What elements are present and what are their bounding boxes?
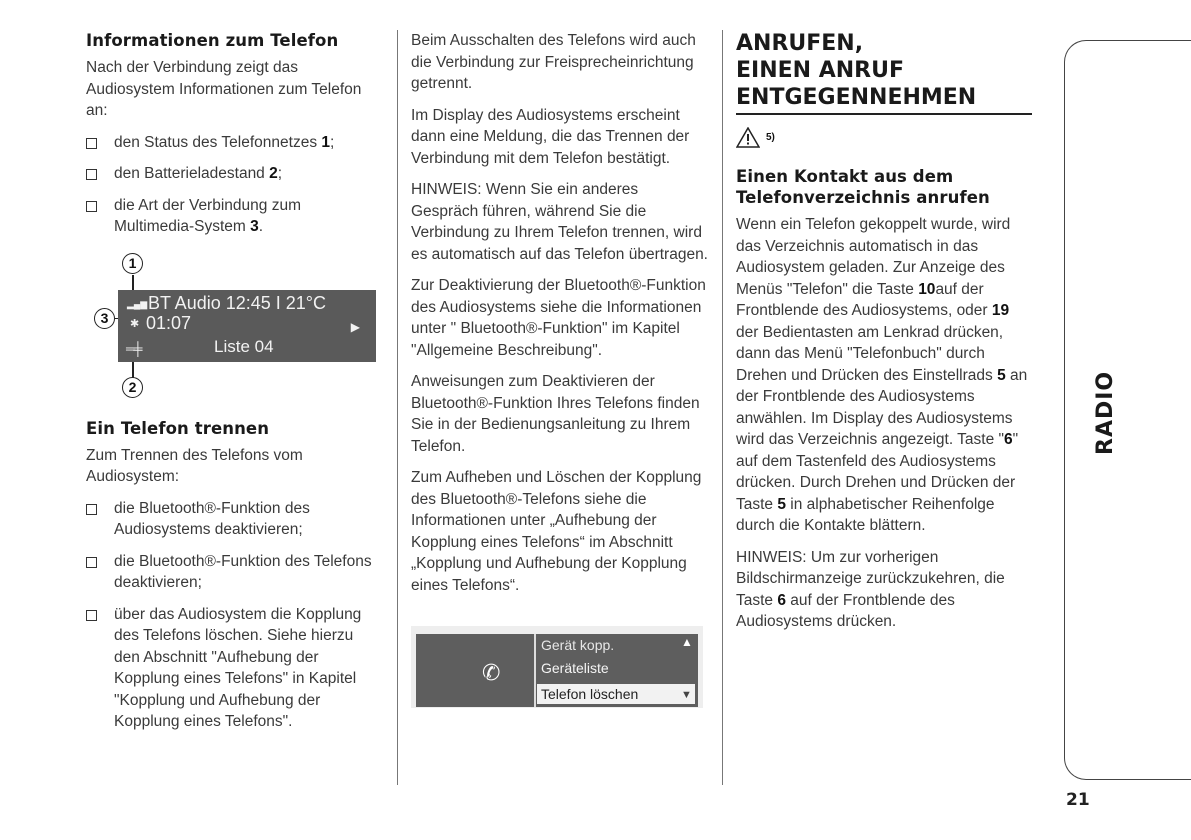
equalizer-icon: ═╪: [126, 340, 141, 356]
paragraph-6: Zum Aufheben und Löschen der Kopplung des Bluetooth®-Telefons siehe die Informationen unter „Aufhebung der Kopplung eines Telefons“ im Abschnitt „Kopplung und Aufhebung der Kopplung eines Telefons“.: [411, 469, 702, 594]
checkbox-bullet-icon: [86, 610, 97, 621]
menu-item-telefon-loeschen: Telefon löschen: [537, 684, 695, 704]
paragraph-hinweis: HINWEIS: Um zur vorherigen Bildschirmanzeige zurückzukehren, die Taste 6 auf der Frontblende des Audiosystems drücken.: [736, 548, 1005, 630]
paragraph-trennen: Zum Trennen des Telefons vom Audiosystem:: [86, 446, 303, 485]
callout-1: 1: [122, 253, 143, 274]
paragraph-kontakt: Wenn ein Telefon gekoppelt wurde, wird das Verzeichnis automatisch in das Audiosystem geladen. Zur Anzeige des Menüs "Telefon" die Taste 10auf der Frontblende des Audiosystems, oder 19 der Bedientasten am Lenkrad drücken, dann das Menü "Telefonbuch" durch Drehen und Drücken des Einstellrads 5 an der Frontblende des Audiosystems anwählen. Im Display des Audiosystems wird das Verzeichnis angezeigt. Taste "6" auf dem Tastenfeld des Audiosystems drücken. Durch Drehen und Drücken der Taste 5 in alphabetischer Reihenfolge durch die Kontakte blättern.: [736, 216, 1028, 534]
column-divider-2: [722, 30, 723, 785]
paragraph-2: Im Display des Audiosystems erscheint dann eine Meldung, die das Trennen der Verbindung mit dem Telefon bestätigt.: [411, 106, 690, 167]
display-figure-telefon-info: [86, 250, 376, 400]
warning-reference: [736, 127, 1031, 148]
column-2: [411, 30, 709, 708]
heading-trennen: Ein Telefon trennen: [86, 418, 270, 438]
section-title: ANRUFEN, EINEN ANRUF ENTGEGENNEHMEN: [736, 30, 1032, 115]
trennen-list: [86, 498, 376, 733]
bluetooth-icon: ✱: [130, 317, 140, 330]
checkbox-bullet-icon: [86, 169, 97, 180]
signal-icon: ▂▄▆: [127, 298, 148, 309]
lcd-line-2: 01:07: [146, 312, 192, 333]
display-figure-telefon-menu: [411, 626, 703, 708]
scroll-down-icon: ▼: [681, 689, 692, 701]
checkbox-bullet-icon: [86, 201, 97, 212]
menu-screen: [416, 634, 698, 707]
column-divider-1: [397, 30, 398, 785]
play-icon: ▶: [350, 319, 360, 334]
menu-item-geraet-kopp: Gerät kopp.: [541, 637, 615, 653]
list-item: die Bluetooth®-Funktion des Telefons deaktivieren;: [86, 551, 376, 594]
chapter-tab: [1064, 40, 1191, 780]
lcd-line-1: BT Audio 12:45 I 21°C: [148, 292, 326, 313]
column-1: [86, 30, 376, 743]
list-item: über das Audiosystem die Kopplung des Telefons löschen. Siehe hierzu den Abschnitt "Aufhebung der Kopplung eines Telefons" in Kapitel "Kopplung und Aufhebung der Kopplung eines Telefons".: [86, 604, 376, 733]
paragraph-4: Zur Deaktivierung der Bluetooth®-Funktion des Audiosystems siehe die Informationen unter " Bluetooth®-Funktion" im Kapitel "Allgemeine Beschreibung".: [411, 277, 706, 359]
page-number: 21: [1066, 790, 1090, 810]
paragraph-1: Beim Ausschalten des Telefons wird auch die Verbindung zur Freisprecheinrichtung getrennt.: [411, 32, 696, 92]
menu-divider: [534, 634, 536, 707]
checkbox-bullet-icon: [86, 557, 97, 568]
paragraph-5: Anweisungen zum Deaktivieren der Bluetooth®-Funktion Ihres Telefons finden Sie in der Bedienungsanleitung zu Ihrem Telefon.: [411, 373, 700, 455]
warning-icon: [736, 127, 760, 148]
list-item: den Status des Telefonnetzes 1;: [86, 132, 376, 154]
scroll-up-icon: ▲: [681, 635, 693, 649]
callout-3: 3: [94, 308, 115, 329]
callout-2: 2: [122, 377, 143, 398]
lcd-screen: [118, 290, 376, 362]
checkbox-bullet-icon: [86, 504, 97, 515]
column-3: [736, 30, 1031, 643]
heading-informationen: Informationen zum Telefon: [86, 31, 339, 50]
list-item: die Bluetooth®-Funktion des Audiosystems deaktivieren;: [86, 498, 376, 541]
paragraph-info: Nach der Verbindung zeigt das Audiosystem Informationen zum Telefon an:: [86, 59, 362, 119]
list-item: die Art der Verbindung zum Multimedia-System 3.: [86, 195, 376, 238]
menu-item-geraeteliste: Geräteliste: [541, 660, 609, 676]
list-item: den Batterieladestand 2;: [86, 163, 376, 185]
chapter-tab-label: RADIO: [1093, 370, 1118, 455]
info-list: [86, 132, 376, 238]
warning-number: 5): [766, 132, 775, 143]
lcd-line-3: Liste 04: [214, 336, 274, 356]
callout-line-2: [132, 362, 134, 379]
heading-kontakt: Einen Kontakt aus dem Telefonverzeichnis anrufen: [736, 167, 990, 207]
checkbox-bullet-icon: [86, 138, 97, 149]
paragraph-3: HINWEIS: Wenn Sie ein anderes Gespräch führen, während Sie die Verbindung zu Ihrem Telefon trennen, wird es automatisch auf das Telefon übertragen.: [411, 181, 708, 263]
phone-icon: ✆: [482, 660, 501, 685]
